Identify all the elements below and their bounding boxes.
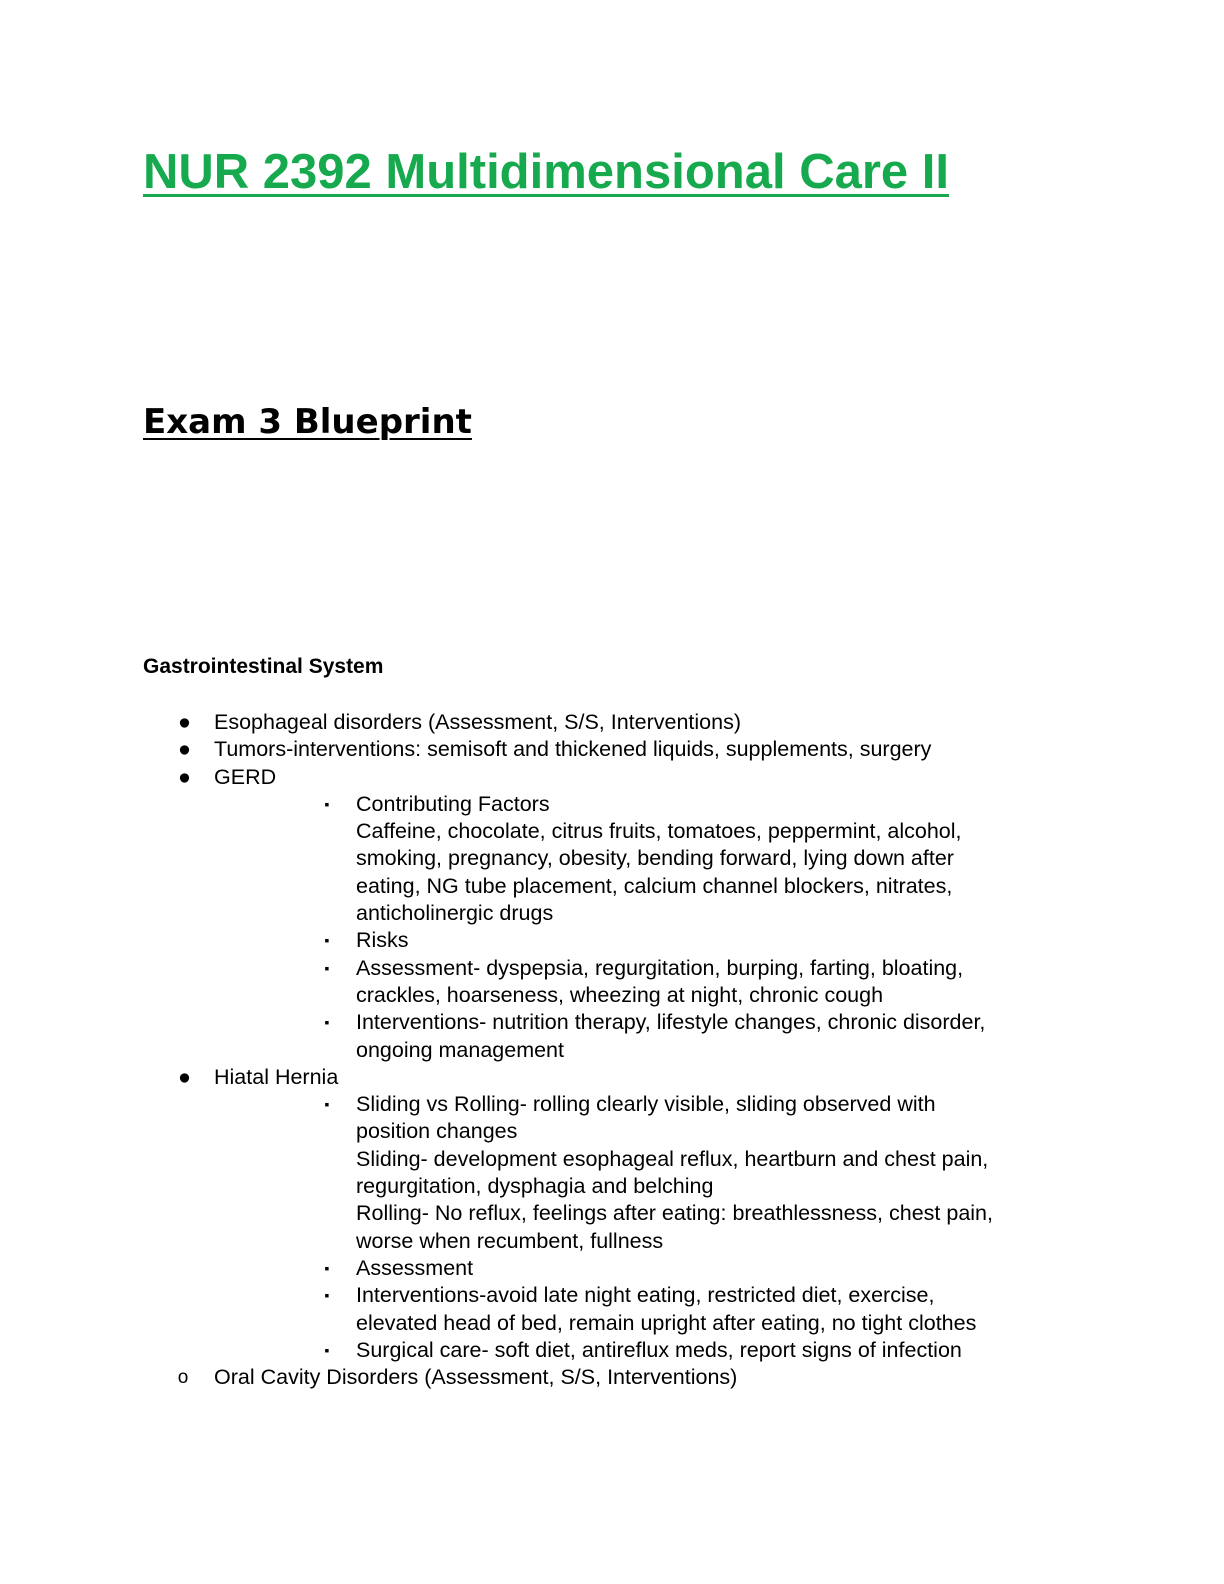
sub-item-text: smoking, pregnancy, obesity, bending forward, lying down after xyxy=(356,846,954,871)
sub-item-label: Interventions- nutrition therapy, lifestyle changes, chronic disorder, xyxy=(356,1010,986,1035)
square-bullet-icon: ▪ xyxy=(324,1287,330,1304)
sub-item-label: Interventions-avoid late night eating, restricted diet, exercise, xyxy=(356,1283,935,1308)
exam-subtitle: Exam 3 Blueprint xyxy=(143,402,472,442)
square-bullet-icon: ▪ xyxy=(324,1014,330,1031)
sub-item-label: Sliding vs Rolling- rolling clearly visible, sliding observed with xyxy=(356,1092,936,1117)
sub-item-sliding-vs-rolling xyxy=(0,1091,1224,1118)
disc-bullet-icon: ● xyxy=(178,1064,191,1089)
square-bullet-icon: ▪ xyxy=(324,1096,330,1113)
list-item-esophageal xyxy=(0,709,1224,736)
sub-item-text: crackles, hoarseness, wheezing at night, chronic cough xyxy=(356,982,884,1007)
list-item-tumors xyxy=(0,736,1224,763)
sub-item-gerd-interventions xyxy=(0,1009,1224,1036)
list-item-label: Oral Cavity Disorders (Assessment, S/S, Interventions) xyxy=(214,1365,738,1390)
circle-bullet-icon: o xyxy=(177,1367,189,1389)
sub-item-text: Caffeine, chocolate, citrus fruits, tomatoes, peppermint, alcohol, xyxy=(356,819,962,844)
square-bullet-icon: ▪ xyxy=(324,959,330,976)
page-title: NUR 2392 Multidimensional Care II xyxy=(143,145,949,199)
list-item-gerd xyxy=(0,764,1224,791)
section-heading: Gastrointestinal System xyxy=(143,655,384,678)
list-item-label: GERD xyxy=(214,764,277,789)
sub-item-text: elevated head of bed, remain upright after eating, no tight clothes xyxy=(356,1310,977,1335)
sub-item-text: Rolling- No reflux, feelings after eating: breathlessness, chest pain, xyxy=(356,1201,993,1226)
square-bullet-icon: ▪ xyxy=(324,795,330,812)
sub-item-label: Assessment- dyspepsia, regurgitation, burping, farting, bloating, xyxy=(356,955,964,980)
sub-item-label: Risks xyxy=(356,928,409,953)
square-bullet-icon: ▪ xyxy=(324,1341,330,1358)
sub-item-gerd-assessment xyxy=(0,955,1224,982)
list-item-label: Tumors-interventions: semisoft and thickened liquids, supplements, surgery xyxy=(214,737,932,762)
sub-item-text: worse when recumbent, fullness xyxy=(356,1228,664,1253)
sub-item-surgical-care xyxy=(0,1337,1224,1364)
outline-list xyxy=(0,709,1224,1391)
sub-item-label: Contributing Factors xyxy=(356,791,550,816)
sub-item-contributing-factors xyxy=(0,791,1224,818)
sub-item-label: Surgical care- soft diet, antireflux meds, report signs of infection xyxy=(356,1337,962,1362)
sub-item-hiatal-assessment xyxy=(0,1255,1224,1282)
sub-item-label: Assessment xyxy=(356,1255,474,1280)
sub-item-text: anticholinergic drugs xyxy=(356,901,554,926)
list-item-hiatal-hernia xyxy=(0,1064,1224,1091)
disc-bullet-icon: ● xyxy=(178,737,191,762)
list-item-label: Esophageal disorders (Assessment, S/S, Interventions) xyxy=(214,710,742,734)
sub-item-text: regurgitation, dysphagia and belching xyxy=(356,1174,714,1199)
square-bullet-icon: ▪ xyxy=(324,1259,330,1276)
sub-item-text: eating, NG tube placement, calcium channel blockers, nitrates, xyxy=(356,873,953,898)
sub-item-text: Sliding- development esophageal reflux, heartburn and chest pain, xyxy=(356,1146,989,1171)
sub-item-risks xyxy=(0,927,1224,954)
disc-bullet-icon: ● xyxy=(178,764,191,789)
sub-item-hiatal-interventions xyxy=(0,1282,1224,1309)
list-item-label: Hiatal Hernia xyxy=(214,1064,339,1089)
sub-item-text: ongoing management xyxy=(356,1037,564,1062)
disc-bullet-icon: ● xyxy=(178,710,191,734)
list-item-oral-cavity xyxy=(0,1364,1224,1391)
square-bullet-icon: ▪ xyxy=(324,932,330,949)
sub-item-text: position changes xyxy=(356,1119,518,1144)
